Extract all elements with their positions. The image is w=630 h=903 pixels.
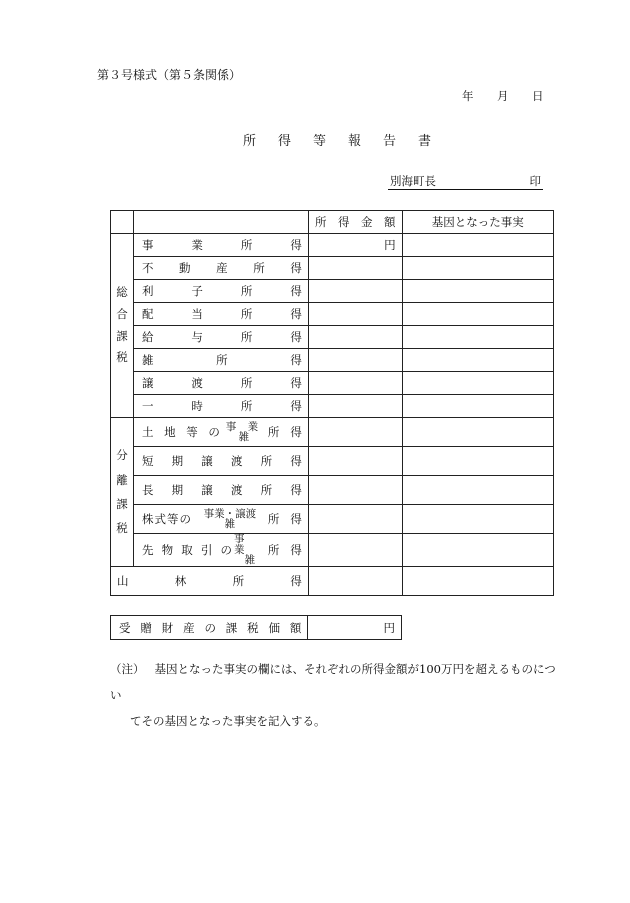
amount-cell[interactable] [308, 303, 402, 326]
table-row [111, 326, 554, 349]
row-label: 短 期 譲 渡 所 得 [133, 447, 308, 476]
date-month: 月 [497, 89, 509, 103]
amount-cell[interactable] [308, 257, 402, 280]
table-row [111, 257, 554, 280]
amount-cell[interactable] [308, 534, 402, 567]
reason-cell[interactable] [402, 280, 553, 303]
forest-income-label: 山 林 所 得 [111, 566, 309, 595]
table-row [111, 303, 554, 326]
row-label: 配 当 所 得 [133, 303, 308, 326]
amount-cell[interactable] [308, 349, 402, 372]
reason-cell[interactable] [402, 534, 553, 567]
title-char: 得 [278, 134, 292, 149]
amount-cell[interactable] [308, 418, 402, 447]
amount-cell[interactable] [308, 476, 402, 505]
reason-cell[interactable] [402, 303, 553, 326]
note-line-1: 基因となった事実の欄には、それぞれの所得金額が100万円を超えるものについ [110, 662, 556, 702]
table-header-row [111, 211, 554, 234]
note-line-2: てその基因となった事実を記入する。 [130, 714, 326, 728]
footnote [110, 656, 560, 734]
table-row [111, 372, 554, 395]
table-row [111, 566, 554, 595]
row-label: 雑 所 得 [133, 349, 308, 372]
title-char: 書 [418, 134, 432, 149]
town-mayor-label: 別海町長 [390, 174, 436, 188]
reason-cell[interactable] [402, 447, 553, 476]
note-marker: （注） [110, 662, 145, 676]
reason-header: 基因となった事実 [402, 211, 553, 234]
gift-value-label: 受 贈 財 産 の 課 税 価 額 [111, 616, 308, 640]
table-row [111, 616, 402, 640]
title-char: 所 [243, 134, 257, 149]
amount-cell[interactable] [308, 505, 402, 534]
label-header-cell [133, 211, 308, 234]
amount-cell[interactable]: 円 [308, 234, 402, 257]
amount-cell[interactable] [308, 447, 402, 476]
amount-cell[interactable] [308, 280, 402, 303]
amount-cell[interactable] [308, 395, 402, 418]
row-label: 事 業 所 得 [133, 234, 308, 257]
row-label: 株式等の 事業・譲渡 雑 所 得 [133, 505, 308, 534]
table-row [111, 418, 554, 447]
income-table [110, 210, 554, 596]
table-row [111, 280, 554, 303]
form-number: 第３号様式（第５条関係） [97, 68, 242, 82]
separate-taxation-category: 分 離 課 税 [111, 418, 134, 567]
reason-cell[interactable] [402, 476, 553, 505]
general-taxation-category: 総 合 課 税 [111, 234, 134, 418]
title-char: 報 [348, 134, 362, 149]
row-label: 一 時 所 得 [133, 395, 308, 418]
reason-cell[interactable] [402, 234, 553, 257]
table-row [111, 349, 554, 372]
reason-cell[interactable] [402, 326, 553, 349]
table-row [111, 534, 554, 567]
amount-cell[interactable] [308, 372, 402, 395]
table-row [111, 447, 554, 476]
table-row [111, 234, 554, 257]
reason-cell[interactable] [402, 395, 553, 418]
row-label: 長 期 譲 渡 所 得 [133, 476, 308, 505]
amount-cell[interactable] [308, 566, 402, 595]
reason-cell[interactable] [402, 505, 553, 534]
row-label: 先 物 取 引 の 事 業 雑 所 得 [133, 534, 308, 567]
table-row [111, 476, 554, 505]
reason-cell[interactable] [402, 257, 553, 280]
table-row [111, 395, 554, 418]
gift-table [110, 615, 402, 640]
title-char: 等 [313, 134, 327, 149]
corner-cell [111, 211, 134, 234]
signature-line [388, 173, 543, 190]
row-label: 土 地 等 の 事 業 雑 所 得 [133, 418, 308, 447]
row-label: 利 子 所 得 [133, 280, 308, 303]
reason-cell[interactable] [402, 372, 553, 395]
amount-cell[interactable] [308, 326, 402, 349]
row-label: 給 与 所 得 [133, 326, 308, 349]
row-label: 不 動 産 所 得 [133, 257, 308, 280]
reason-cell[interactable] [402, 566, 553, 595]
seal-mark: 印 [529, 174, 541, 188]
reason-cell[interactable] [402, 418, 553, 447]
table-row [111, 505, 554, 534]
date-year: 年 [462, 89, 474, 103]
amount-header: 所 得 金 額 [308, 211, 402, 234]
date-day: 日 [532, 89, 544, 103]
row-label: 譲 渡 所 得 [133, 372, 308, 395]
reason-cell[interactable] [402, 349, 553, 372]
title-char: 告 [383, 134, 397, 149]
gift-amount-cell[interactable]: 円 [308, 616, 402, 640]
